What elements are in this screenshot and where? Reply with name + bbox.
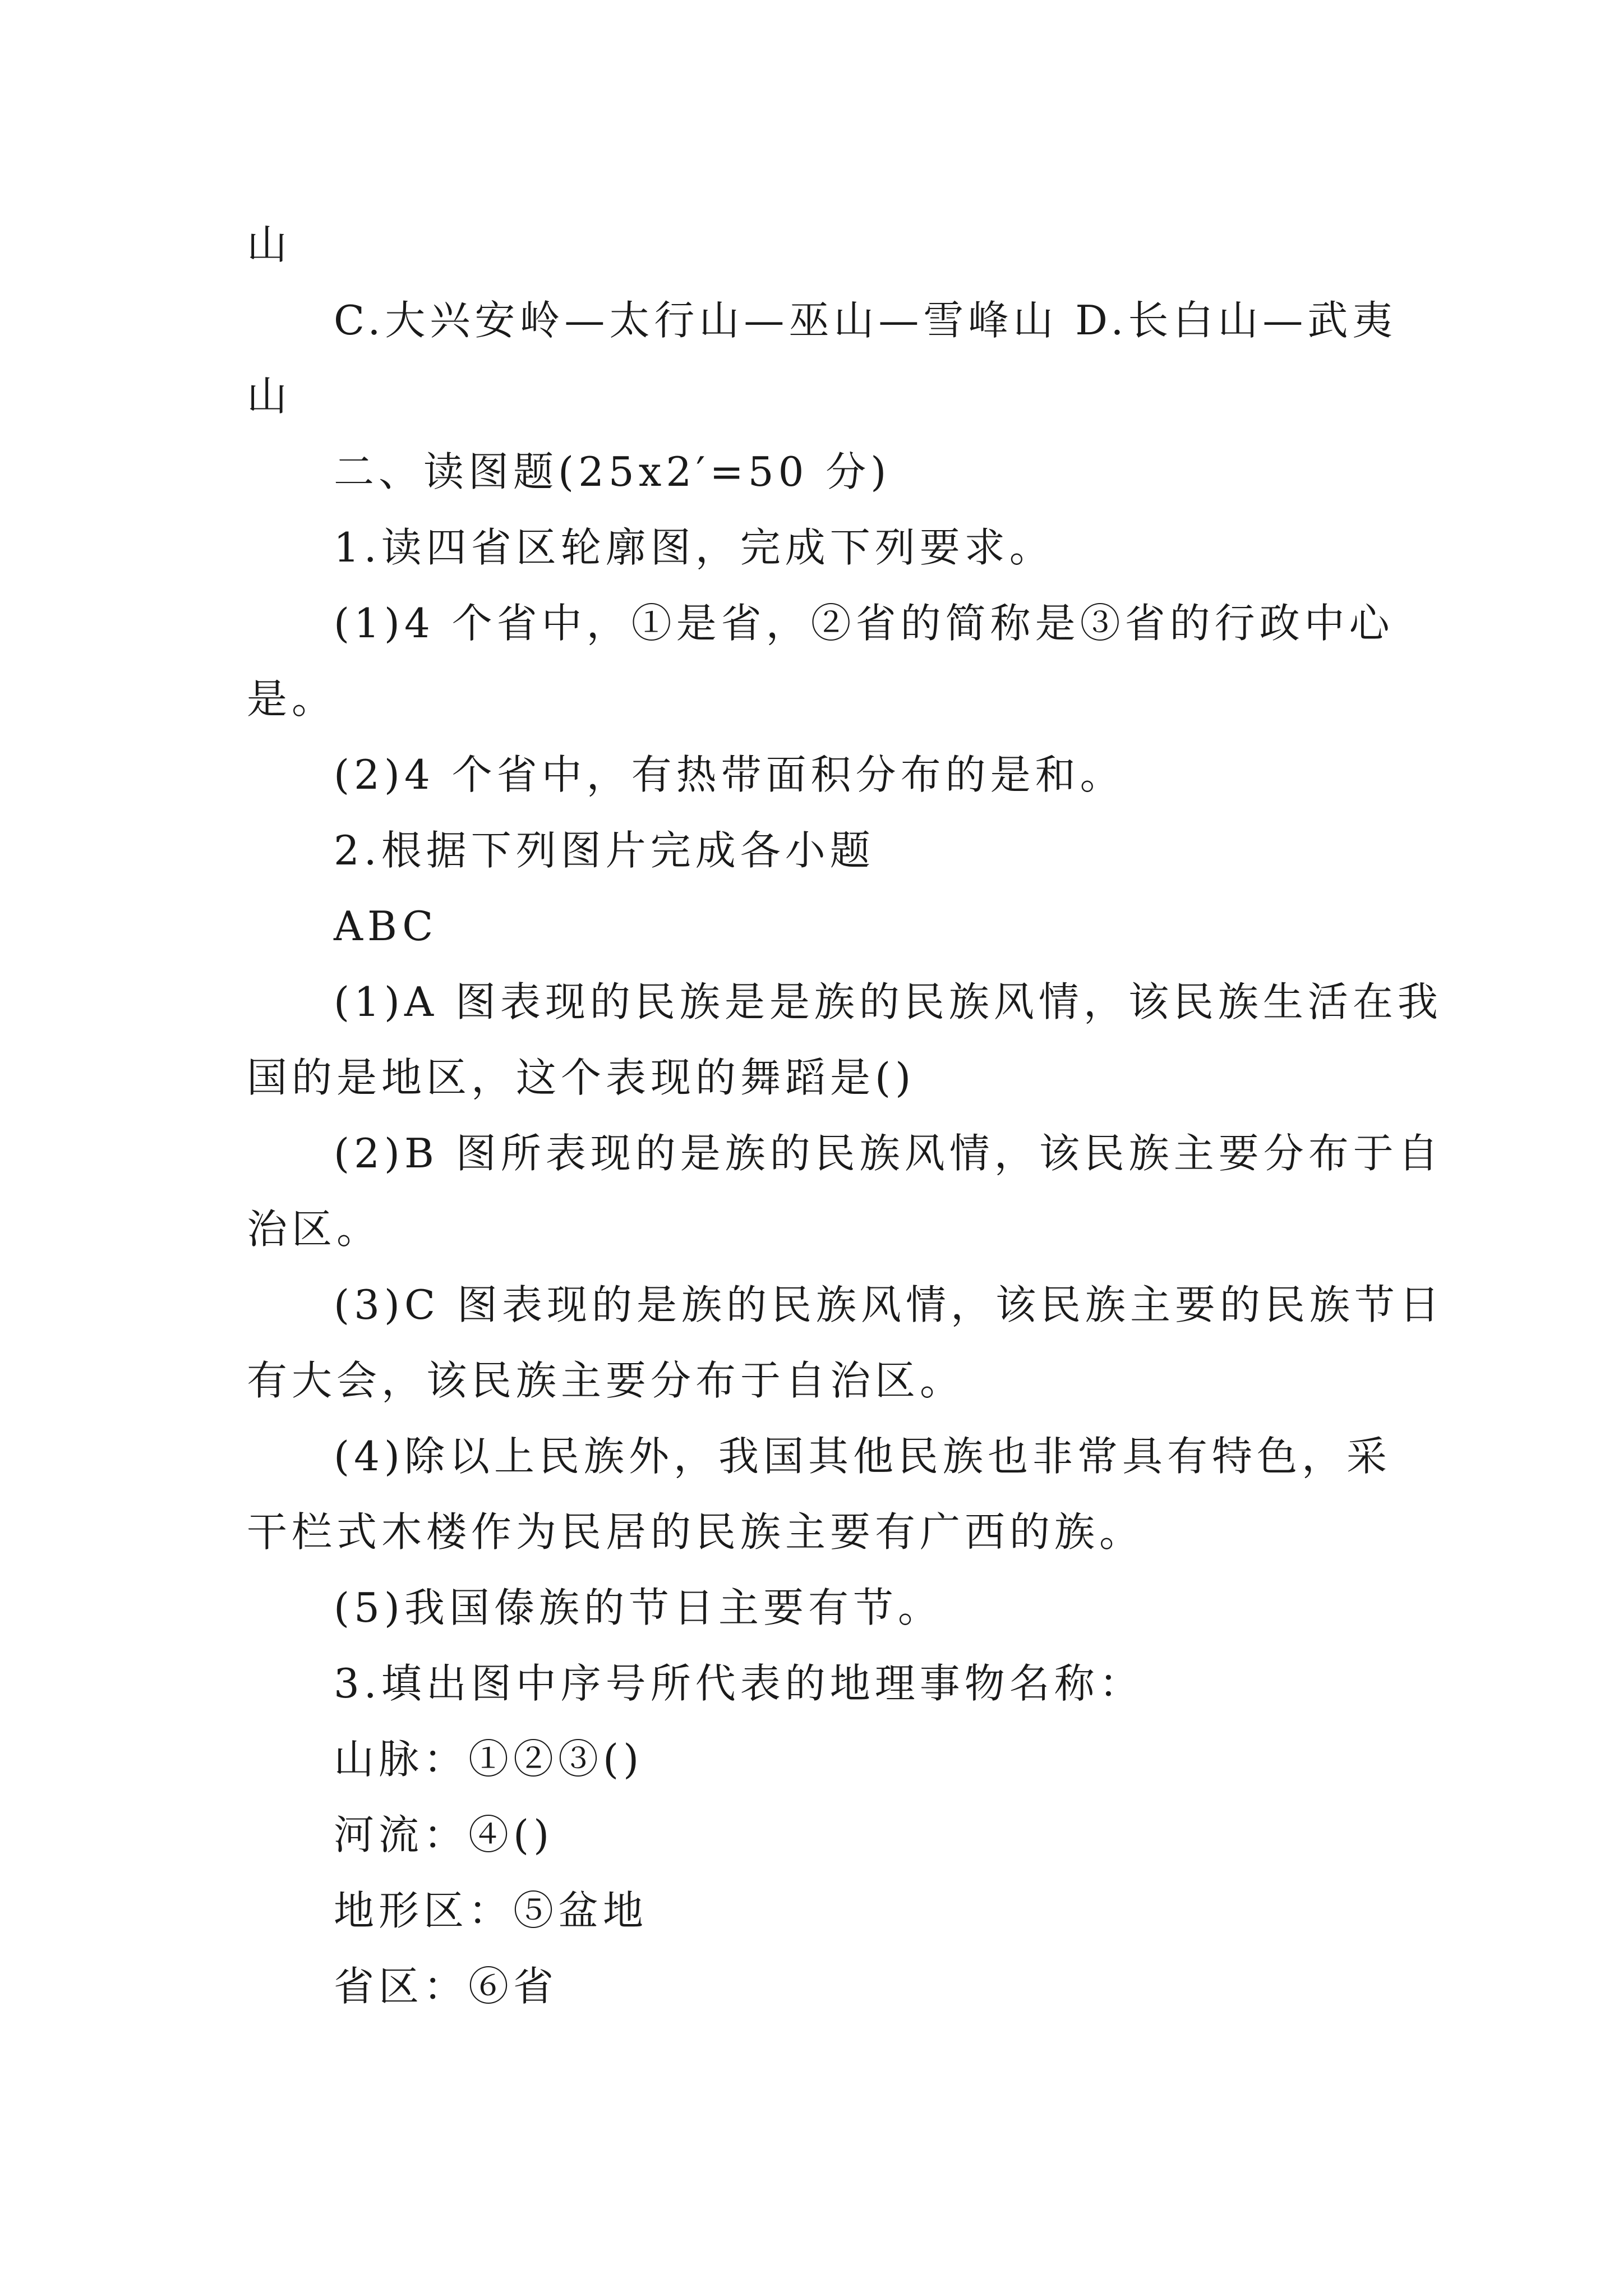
text-line: 山 — [247, 221, 292, 268]
answer-line: 山脉：①②③() — [334, 1736, 644, 1783]
answer-line: 河流：④() — [334, 1811, 554, 1858]
question-text: (1)4 个省中，①是省，②省的简称是③省的行政中心 — [334, 600, 1394, 647]
question-text: (1)A 图表现的民族是是族的民族风情，该民族生活在我 — [334, 978, 1442, 1025]
question-text: 国的是地区，这个表现的舞蹈是() — [247, 1054, 916, 1101]
answer-line: 省区：⑥省 — [334, 1963, 559, 2010]
question-text: (5)我国傣族的节日主要有节。 — [334, 1584, 943, 1631]
question-text: (3)C 图表现的是族的民族风情，该民族主要的民族节日 — [334, 1281, 1444, 1328]
question-text: (2)B 图所表现的是族的民族风情，该民族主要分布于自 — [334, 1130, 1443, 1177]
question-text: 干栏式木楼作为民居的民族主要有广西的族。 — [247, 1508, 1145, 1556]
answer-line: 地形区：⑤盆地 — [334, 1887, 648, 1934]
question-text: 有大会，该民族主要分布于自治区。 — [247, 1357, 965, 1404]
question-text: 3.填出图中序号所代表的地理事物名称： — [334, 1660, 1144, 1707]
section-heading: 二、读图题(25x2′=50 分) — [334, 448, 891, 495]
text-line: C.大兴安岭—太行山—巫山—雪峰山 D.长白山—武夷 — [334, 297, 1398, 344]
question-text: 是。 — [247, 675, 337, 723]
question-text: (2)4 个省中，有热带面积分布的是和。 — [334, 751, 1125, 798]
question-text: 治区。 — [247, 1205, 382, 1253]
picture-labels: ABC — [334, 903, 438, 950]
text-line: 山 — [247, 372, 292, 420]
question-text: 2.根据下列图片完成各小题 — [334, 827, 875, 874]
question-text: 1.读四省区轮廓图，完成下列要求。 — [334, 524, 1054, 571]
question-text: (4)除以上民族外，我国其他民族也非常具有特色，采 — [334, 1433, 1391, 1480]
